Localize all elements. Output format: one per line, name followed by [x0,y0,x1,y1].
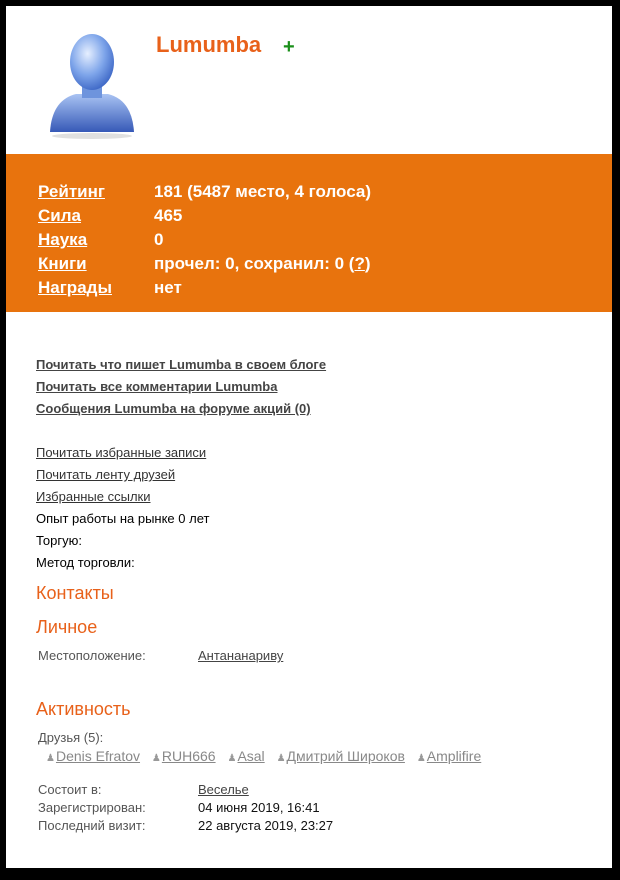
user-icon: ♟ [276,753,286,764]
personal-heading: Личное [36,617,98,637]
stat-awards [38,278,598,302]
stat-value-books [154,254,371,274]
friends-label: Друзья (5): [38,730,104,745]
stat-label-rating[interactable]: Рейтинг [38,182,105,201]
location-label: Местоположение: [38,648,146,663]
forum-messages-link[interactable]: Сообщения Lumumba на форуме акций (0) [36,401,311,416]
stat-label-awards[interactable]: Награды [38,278,112,297]
friend-item[interactable] [227,748,264,764]
member-of-label: Состоит в: [38,782,102,797]
add-friend-icon[interactable]: + [283,36,295,58]
registered-value: 04 июня 2019, 16:41 [198,800,320,815]
avatar [46,28,138,140]
stat-strength [38,206,598,230]
username[interactable]: Lumumba [156,32,262,57]
market-experience: Опыт работы на рынке 0 лет [36,511,210,526]
blog-links [36,354,326,420]
user-icon: ♟ [227,753,237,764]
books-value-text: прочел: 0, сохранил: 0 ( [154,254,355,273]
contacts-heading: Контакты [36,583,114,603]
stat-science [38,230,598,254]
friend-item[interactable] [152,748,216,764]
stat-rating [38,182,598,206]
friends-list [46,748,489,764]
favorite-links-link[interactable]: Избранные ссылки [36,489,151,504]
friend-name[interactable]: Дмитрий Широков [286,748,405,764]
user-icon: ♟ [151,753,161,764]
last-visit-label: Последний визит: [38,818,146,833]
activity-heading: Активность [36,699,131,719]
stat-label-books[interactable]: Книги [38,254,87,273]
registered-label: Зарегистрирован: [38,800,146,815]
favorite-posts-link[interactable]: Почитать избранные записи [36,445,207,460]
trades-label: Торгую: [36,533,82,548]
user-icon: ♟ [416,753,426,764]
stat-value-science: 0 [154,230,164,249]
user-icon: ♟ [46,753,55,764]
help-link[interactable]: ? [354,254,365,273]
stats-panel [6,154,612,312]
friend-name[interactable]: RUH666 [161,748,216,764]
stat-label-strength[interactable]: Сила [38,206,81,225]
books-value-suffix: ) [364,254,371,273]
location-value[interactable]: Антананариву [198,648,284,663]
stat-value-awards: нет [154,278,182,297]
friend-item[interactable] [46,748,140,764]
friend-name[interactable]: Asal [237,748,265,764]
member-of-value[interactable]: Веселье [198,782,249,797]
user-links [36,442,209,574]
friend-item[interactable] [417,748,481,764]
stat-label-science[interactable]: Наука [38,230,88,249]
trading-method-label: Метод торговли: [36,555,135,570]
default-avatar-icon [46,28,138,140]
comments-link[interactable]: Почитать все комментарии Lumumba [36,379,278,394]
friend-item[interactable] [277,748,405,764]
stat-value-strength: 465 [154,206,183,225]
last-visit-value: 22 августа 2019, 23:27 [198,818,334,833]
stat-books [38,254,598,278]
friend-name[interactable]: Amplifire [426,748,482,764]
profile-page [6,6,612,868]
stat-value-rating: 181 (5487 место, 4 голоса) [154,182,371,201]
blog-link[interactable]: Почитать что пишет Lumumba в своем блоге [36,357,327,372]
friend-name[interactable]: Denis Efratov [55,748,141,764]
friends-feed-link[interactable]: Почитать ленту друзей [36,467,176,482]
